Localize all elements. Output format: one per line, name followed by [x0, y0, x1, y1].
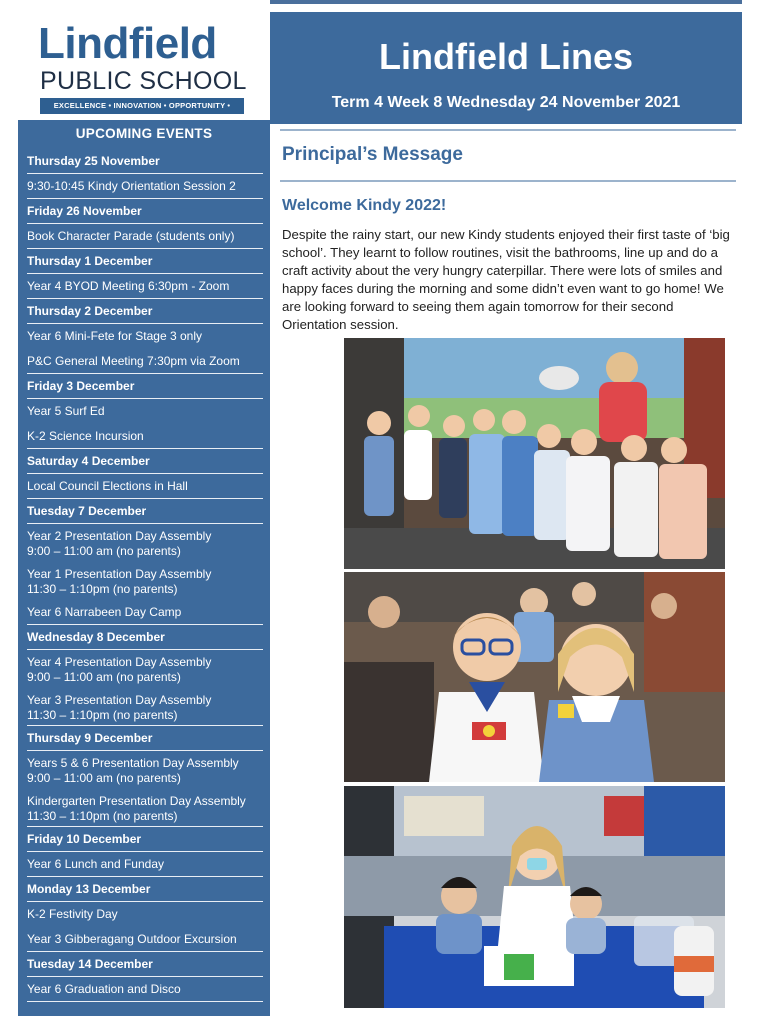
event-label: Kindergarten Presentation Day Assembly [27, 794, 246, 808]
event-time: 9:00 – 11:00 am (no parents) [27, 544, 181, 558]
event-label: K-2 Festivity Day [27, 907, 118, 921]
article-heading: Welcome Kindy 2022! [282, 197, 447, 214]
event-time: 11:30 – 1:10pm (no parents) [27, 708, 178, 722]
event-divider [27, 448, 263, 449]
event-divider [27, 373, 263, 374]
event-date-heading [27, 204, 263, 219]
event-date-label: Wednesday 8 December [27, 630, 165, 644]
header-banner [270, 12, 742, 124]
event-divider [27, 876, 263, 877]
event-item [27, 329, 263, 344]
event-divider [27, 725, 263, 726]
event-divider [27, 1001, 263, 1002]
event-divider [27, 851, 263, 852]
event-date-label: Friday 26 November [27, 204, 142, 218]
event-item [27, 794, 263, 824]
event-date-label: Tuesday 7 December [27, 504, 147, 518]
top-rule [270, 0, 742, 4]
event-date-label: Tuesday 14 December [27, 957, 153, 971]
event-divider [27, 523, 263, 524]
logo-name: Lindfield [38, 19, 217, 68]
event-date-label: Thursday 1 December [27, 254, 153, 268]
event-date-label: Monday 13 December [27, 882, 151, 896]
event-label: Years 5 & 6 Presentation Day Assembly [27, 756, 239, 770]
event-divider [27, 901, 263, 902]
school-logo [30, 19, 250, 118]
event-divider [27, 198, 263, 199]
section-rule-bottom [280, 180, 736, 182]
event-label: Year 6 Mini-Fete for Stage 3 only [27, 329, 202, 343]
event-item [27, 655, 263, 685]
event-item [27, 756, 263, 786]
event-divider [27, 951, 263, 952]
kindy-group-photo [344, 338, 725, 569]
event-divider [27, 826, 263, 827]
newsletter-title: Lindfield Lines [378, 36, 633, 77]
event-item [27, 404, 263, 419]
event-time: 11:30 – 1:10pm (no parents) [27, 809, 178, 823]
event-divider [27, 273, 263, 274]
event-label: Local Council Elections in Hall [27, 479, 188, 493]
event-date-heading [27, 832, 263, 847]
event-time: 9:00 – 11:00 am (no parents) [27, 771, 181, 785]
event-divider [27, 649, 263, 650]
article-body: Despite the rainy start, our new Kindy students enjoyed their first taste of ‘big school’. They learnt to follow routines, visit the bathrooms, line up and do a craft activity about the very hungry caterpillar. There were lots of smiles and happy faces during the morning and some didn’t even want to go home! We are looking forward to seeing them again tomorrow for their second Orientation session. [282, 227, 730, 332]
event-date-heading [27, 957, 263, 972]
section-heading: Principal’s Message [282, 144, 463, 165]
event-item [27, 982, 263, 997]
event-date-heading [27, 630, 263, 645]
event-divider [27, 473, 263, 474]
event-divider [27, 223, 263, 224]
event-label: Year 6 Narrabeen Day Camp [27, 605, 182, 619]
event-date-heading [27, 154, 263, 169]
event-divider [27, 173, 263, 174]
event-time: 9:00 – 11:00 am (no parents) [27, 670, 181, 684]
event-label: Book Character Parade (students only) [27, 229, 235, 243]
event-date-heading [27, 254, 263, 269]
event-divider [27, 624, 263, 625]
event-date-label: Thursday 25 November [27, 154, 160, 168]
event-label: Year 6 Graduation and Disco [27, 982, 181, 996]
event-divider [27, 323, 263, 324]
event-label: Year 3 Presentation Day Assembly [27, 693, 212, 707]
event-date-heading [27, 304, 263, 319]
event-date-heading [27, 504, 263, 519]
event-date-heading [27, 731, 263, 746]
event-item [27, 179, 263, 194]
event-divider [27, 248, 263, 249]
event-date-label: Thursday 9 December [27, 731, 153, 745]
event-item [27, 479, 263, 494]
kindy-closeup-photo [344, 572, 725, 782]
newsletter-date: Term 4 Week 8 Wednesday 24 November 2021 [331, 94, 681, 111]
event-item [27, 354, 263, 369]
event-item [27, 857, 263, 872]
event-date-heading [27, 882, 263, 897]
section-rule-top [280, 129, 736, 131]
event-item [27, 429, 263, 444]
upcoming-events-sidebar [18, 120, 270, 1016]
logo-subtitle: PUBLIC SCHOOL [40, 67, 247, 95]
event-item [27, 932, 263, 947]
event-label: Year 3 Gibberagang Outdoor Excursion [27, 932, 237, 946]
event-label: Year 5 Surf Ed [27, 404, 105, 418]
upcoming-events-title: UPCOMING EVENTS [75, 126, 213, 141]
event-item [27, 567, 263, 597]
event-divider [27, 750, 263, 751]
event-label: Year 4 Presentation Day Assembly [27, 655, 212, 669]
event-item [27, 693, 263, 723]
event-date-label: Thursday 2 December [27, 304, 153, 318]
event-divider [27, 398, 263, 399]
event-item [27, 907, 263, 922]
event-label: Year 4 BYOD Meeting 6:30pm - Zoom [27, 279, 230, 293]
event-item [27, 229, 263, 244]
event-divider [27, 298, 263, 299]
event-label: Year 2 Presentation Day Assembly [27, 529, 212, 543]
event-label: K-2 Science Incursion [27, 429, 144, 443]
event-item [27, 279, 263, 294]
event-divider [27, 976, 263, 977]
event-divider [27, 498, 263, 499]
event-label: 9:30-10:45 Kindy Orientation Session 2 [27, 179, 236, 193]
logo-tagline: EXCELLENCE • INNOVATION • OPPORTUNITY • [40, 98, 244, 114]
event-date-heading [27, 454, 263, 469]
event-item [27, 605, 263, 620]
event-label: P&C General Meeting 7:30pm via Zoom [27, 354, 240, 368]
event-time: 11:30 – 1:10pm (no parents) [27, 582, 178, 596]
event-date-label: Friday 3 December [27, 379, 135, 393]
event-date-label: Friday 10 December [27, 832, 142, 846]
event-label: Year 6 Lunch and Funday [27, 857, 164, 871]
kindy-craft-photo [344, 786, 725, 1008]
event-date-heading [27, 379, 263, 394]
event-label: Year 1 Presentation Day Assembly [27, 567, 212, 581]
event-item [27, 529, 263, 559]
event-date-label: Saturday 4 December [27, 454, 150, 468]
